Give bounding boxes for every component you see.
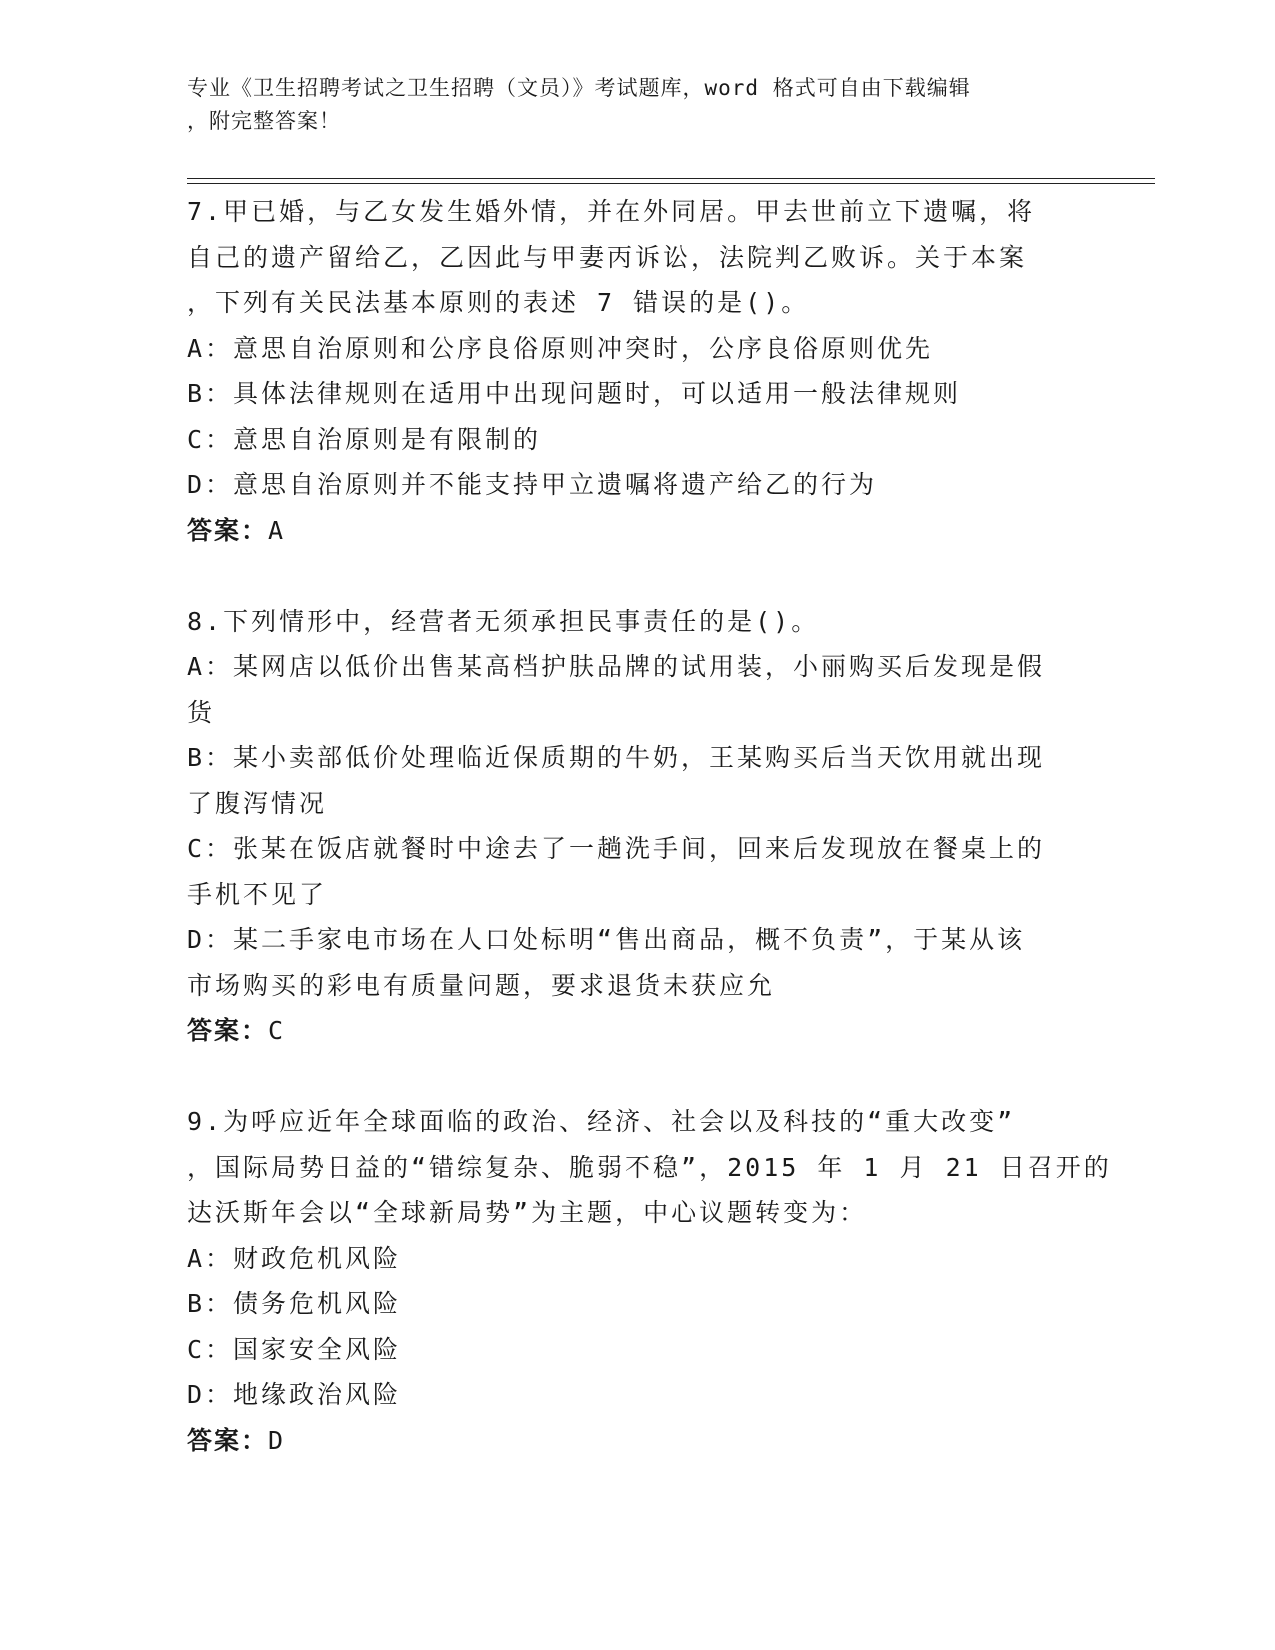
header-divider — [187, 183, 1155, 184]
answer-line — [187, 508, 1087, 554]
answer-label: 答案： — [187, 1425, 269, 1455]
question-stem-line: ，下列有关民法基本原则的表述 7 错误的是()。 — [187, 288, 810, 317]
answer-line — [187, 1418, 1087, 1464]
question-9 — [187, 1099, 1112, 1463]
option-b: B：某小卖部低价处理临近保质期的牛奶，王某购买后当天饮用就出现 — [187, 743, 1046, 772]
question-8 — [187, 599, 1087, 1054]
answer-value: C — [268, 1016, 286, 1045]
question-stem-line: ，国际局势日益的“错综复杂、脆弱不稳”，2015 年 1 月 21 日召开的 — [187, 1152, 1112, 1182]
option-c: C：国家安全风险 — [187, 1334, 402, 1364]
option-b: B：具体法律规则在适用中出现问题时，可以适用一般法律规则 — [187, 379, 962, 408]
answer-label: 答案： — [187, 1016, 269, 1045]
option-b-continued: 了腹泻情况 — [187, 788, 328, 818]
option-d: D：地缘政治风险 — [187, 1380, 402, 1409]
answer-value: D — [268, 1425, 286, 1455]
header-line: ，附完整答案！ — [187, 109, 341, 133]
option-d-continued: 市场购买的彩电有质量问题，要求退货未获应允 — [187, 970, 776, 1000]
answer-line — [187, 1008, 1087, 1054]
question-list — [187, 189, 1112, 1463]
option-a: A：某网店以低价出售某高档护肤品牌的试用装，小丽购买后发现是假 — [187, 652, 1046, 681]
option-c: C：意思自治原则是有限制的 — [187, 424, 542, 454]
question-7 — [187, 189, 1087, 553]
document-header — [187, 72, 1067, 138]
option-c: C：张某在饭店就餐时中途去了一趟洗手间，回来后发现放在餐桌上的 — [187, 834, 1046, 863]
question-stem-line: 自己的遗产留给乙，乙因此与甲妻丙诉讼，法院判乙败诉。关于本案 — [187, 242, 1028, 272]
header-divider — [187, 178, 1155, 179]
question-spacer — [187, 1054, 1087, 1100]
question-stem-line: 8.下列情形中，经营者无须承担民事责任的是()。 — [187, 606, 820, 636]
answer-label: 答案： — [187, 515, 269, 545]
option-a: A：财政危机风险 — [187, 1243, 402, 1273]
question-stem-line: 9.为呼应近年全球面临的政治、经济、社会以及科技的“重大改变” — [187, 1107, 1016, 1136]
option-c-continued: 手机不见了 — [187, 879, 328, 909]
question-stem-line: 7.甲已婚，与乙女发生婚外情，并在外同居。甲去世前立下遗嘱，将 — [187, 197, 1036, 226]
option-d: D：某二手家电市场在人口处标明“售出商品，概不负责”，于某从该 — [187, 925, 1026, 954]
header-line: 专业《卫生招聘考试之卫生招聘（文员）》考试题库，word 格式可自由下载编辑 — [187, 76, 971, 100]
option-b: B：债务危机风险 — [187, 1289, 402, 1318]
answer-value: A — [268, 515, 286, 545]
question-spacer — [187, 553, 1087, 599]
option-d: D：意思自治原则并不能支持甲立遗嘱将遗产给乙的行为 — [187, 470, 878, 499]
question-stem-line: 达沃斯年会以“全球新局势”为主题，中心议题转变为： — [187, 1198, 868, 1227]
option-a-continued: 货 — [187, 697, 216, 727]
option-a: A：意思自治原则和公序良俗原则冲突时，公序良俗原则优先 — [187, 333, 934, 363]
